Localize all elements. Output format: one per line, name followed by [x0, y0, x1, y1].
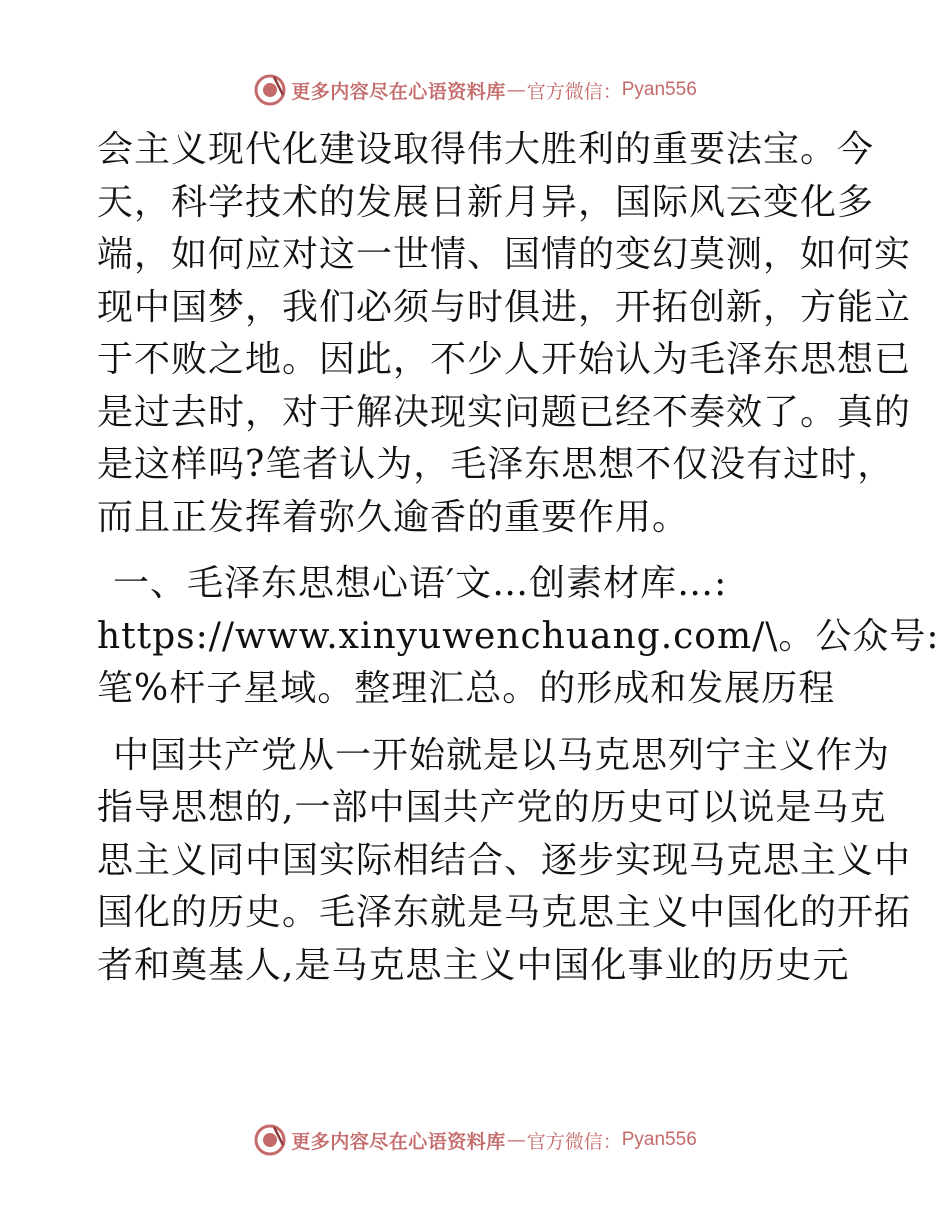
text-line: 于不败之地。因此，不少人开始认为毛泽东思想已 — [97, 339, 912, 380]
text-line: 国化的历史。毛泽东就是马克思主义中国化的开拓 — [97, 892, 912, 933]
text-line: 而且正发挥着弥久逾香的重要作用。 — [97, 496, 690, 538]
paragraph-2 — [97, 730, 912, 993]
banner-main-text: 更多内容尽在心语资料库 — [291, 80, 506, 103]
document-body — [97, 124, 940, 992]
text-line: 者和奠基人,是马克思主义中国化事业的历史元 — [97, 944, 850, 986]
paragraph-1 — [97, 124, 912, 544]
section-heading — [97, 558, 940, 716]
text-line: 中国共产党从一开始就是以马克思列宁主义作为 — [113, 734, 891, 776]
banner-wechat-label: 官方微信： — [526, 80, 622, 103]
text-line: 会主义现代化建设取得伟大胜利的重要法宝。今 — [97, 129, 875, 170]
header-banner — [0, 70, 950, 110]
banner-wechat-id: Pyan556 — [621, 79, 697, 100]
brand-logo-icon — [253, 1123, 287, 1157]
banner-main-text: 更多内容尽在心语资料库 — [291, 1130, 506, 1153]
banner-dash: — — [506, 79, 526, 101]
text-line: 现中国梦，我们必须与时俱进，开拓创新，方能立 — [97, 286, 912, 328]
text-line: 是过去时，对于解决现实问题已经不奏效了。真的 — [97, 391, 912, 433]
footer-banner — [0, 1120, 950, 1160]
text-line: 是这样吗?笔者认为，毛泽东思想不仅没有过时， — [97, 444, 895, 485]
heading-line: https://www.xinyuwenchuang.com/\。公众号: — [97, 615, 940, 657]
banner-wechat-label: 官方微信： — [526, 1130, 622, 1153]
heading-line: 一、毛泽东思想心语′文…创素材库…: — [113, 563, 728, 604]
text-line: 端，如何应对这一世情、国情的变幻莫测，如何实 — [97, 234, 912, 275]
banner-wechat-id: Pyan556 — [621, 1129, 697, 1150]
text-line: 指导思想的,一部中国共产党的历史可以说是马克 — [97, 787, 887, 828]
text-line: 天，科学技术的发展日新月异，国际风云变化多 — [97, 181, 875, 223]
text-line: 思主义同中国实际相结合、逐步实现马克思主义中 — [97, 839, 912, 881]
brand-logo-icon — [253, 73, 287, 107]
banner-dash: — — [506, 1129, 526, 1151]
heading-line: 笔%杆子星域。整理汇总。的形成和发展历程 — [97, 668, 836, 709]
